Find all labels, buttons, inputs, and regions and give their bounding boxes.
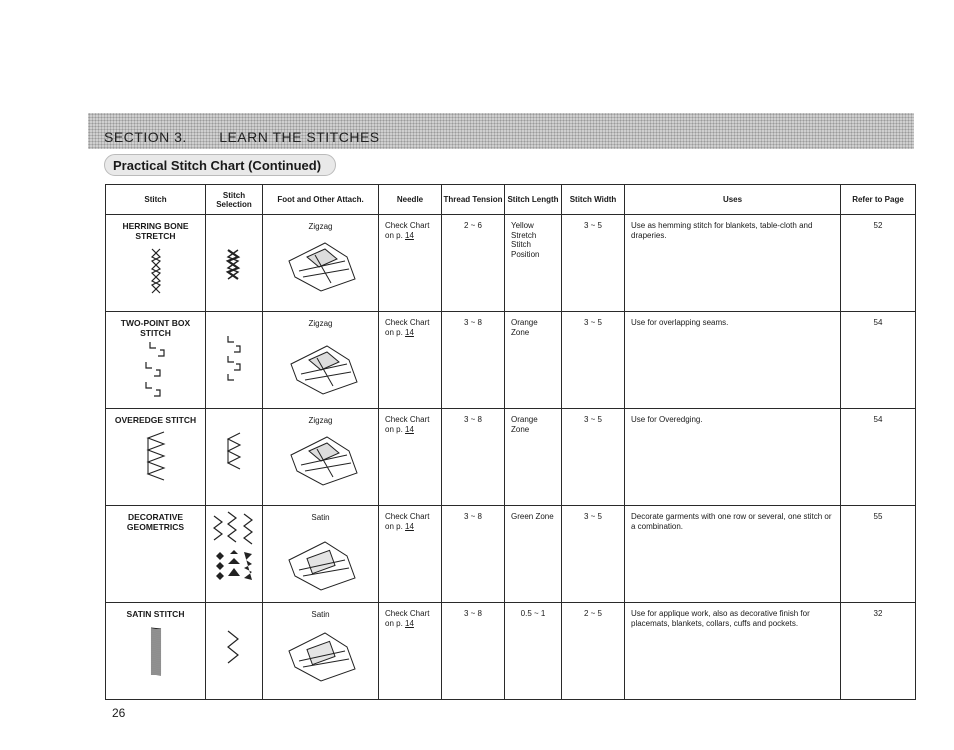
needle-ref: on p. [385, 327, 403, 337]
presser-foot-icon [263, 231, 379, 301]
section-number: SECTION 3. [104, 129, 187, 145]
needle-cell [379, 603, 442, 700]
header-row [106, 185, 916, 215]
uses-cell [625, 603, 841, 700]
uses-cell [625, 312, 841, 409]
stitch-selector-icon [206, 312, 263, 402]
needle-text: Check Chart [385, 318, 430, 327]
tension-value: 3 ~ 8 [463, 318, 482, 327]
selection-cell [206, 312, 263, 409]
selection-cell [206, 215, 263, 312]
stitch-selector-icon [206, 215, 263, 305]
width-cell [562, 312, 625, 409]
ref-page: 55 [873, 512, 883, 521]
section-heading [104, 129, 380, 145]
tension-value: 3 ~ 8 [463, 512, 482, 521]
tension-value: 3 ~ 8 [463, 609, 482, 618]
uses-cell [625, 506, 841, 603]
uses-text: Use for Overedging. [631, 415, 703, 424]
stitch-cell [106, 215, 206, 312]
needle-page-link[interactable]: 14 [405, 521, 414, 531]
stitch-pattern-icon [106, 620, 206, 682]
header-stitch: Stitch [106, 185, 206, 215]
uses-text: Use as hemming stitch for blankets, table-cloth and draperies. [631, 221, 813, 240]
tension-cell [442, 603, 505, 700]
width-value: 2 ~ 5 [583, 609, 602, 618]
length-cell [505, 312, 562, 409]
header-tension: Thread Tension [442, 185, 505, 215]
needle-page-link[interactable]: 14 [405, 230, 414, 240]
needle-text: Check Chart [385, 512, 430, 521]
uses-text: Use for overlapping seams. [631, 318, 729, 327]
stitch-name: OVEREDGE STITCH [114, 415, 197, 425]
ref-page: 54 [873, 318, 883, 327]
needle-cell [379, 506, 442, 603]
table-row [106, 215, 916, 312]
foot-cell [263, 506, 379, 603]
needle-text: Check Chart [385, 415, 430, 424]
ref-page: 32 [873, 609, 883, 618]
length-cell [505, 506, 562, 603]
needle-cell [379, 215, 442, 312]
header-needle: Needle [379, 185, 442, 215]
uses-cell [625, 215, 841, 312]
foot-label: Zigzag [308, 319, 333, 328]
table-row [106, 409, 916, 506]
ref-cell [841, 312, 916, 409]
presser-foot-icon [263, 619, 379, 689]
foot-cell [263, 215, 379, 312]
stitch-name: TWO-POINT BOX STITCH [120, 318, 191, 338]
header-uses: Uses [625, 185, 841, 215]
page-number: 26 [112, 706, 126, 720]
selection-cell [206, 603, 263, 700]
needle-cell [379, 409, 442, 506]
length-value: Yellow Stretch Stitch Position [511, 221, 540, 259]
header-width: Stitch Width [562, 185, 625, 215]
stitch-cell [106, 603, 206, 700]
ref-cell [841, 215, 916, 312]
tension-cell [442, 312, 505, 409]
table-row [106, 312, 916, 409]
needle-text: Check Chart [385, 221, 430, 230]
presser-foot-icon [263, 328, 379, 398]
length-cell [505, 603, 562, 700]
needle-ref: on p. [385, 424, 403, 434]
tension-cell [442, 215, 505, 312]
needle-ref: on p. [385, 230, 403, 240]
presser-foot-icon [263, 425, 379, 495]
table-row [106, 506, 916, 603]
uses-text: Use for applique work, also as decorative finish for placemats, blankets, collars, cuffs and pockets. [631, 609, 810, 628]
foot-label: Satin [311, 610, 330, 619]
stitch-selector-icon [206, 603, 263, 693]
ref-page: 54 [873, 415, 883, 424]
length-value: Orange Zone [511, 415, 538, 434]
stitch-cell [106, 312, 206, 409]
needle-ref: on p. [385, 521, 403, 531]
uses-cell [625, 409, 841, 506]
needle-page-link[interactable]: 14 [405, 618, 414, 628]
stitch-name: HERRING BONE STRETCH [122, 221, 189, 241]
needle-page-link[interactable]: 14 [405, 424, 414, 434]
foot-cell [263, 312, 379, 409]
foot-label: Satin [311, 513, 330, 522]
length-cell [505, 215, 562, 312]
stitch-chart-table [105, 184, 915, 697]
width-cell [562, 506, 625, 603]
ref-page: 52 [873, 221, 883, 230]
stitch-pattern-icon [106, 338, 206, 400]
width-value: 3 ~ 5 [583, 221, 602, 230]
header-ref: Refer to Page [841, 185, 916, 215]
stitch-cell [106, 506, 206, 603]
header-foot: Foot and Other Attach. [263, 185, 379, 215]
tension-cell [442, 409, 505, 506]
table-row [106, 603, 916, 700]
uses-text: Decorate garments with one row or several, one stitch or a combination. [631, 512, 832, 531]
ref-cell [841, 603, 916, 700]
needle-text: Check Chart [385, 609, 430, 618]
width-cell [562, 603, 625, 700]
foot-cell [263, 409, 379, 506]
stitch-name: DECORATIVE GEOMETRICS [126, 512, 185, 532]
ref-cell [841, 506, 916, 603]
foot-label: Zigzag [308, 416, 333, 425]
tension-value: 2 ~ 6 [463, 221, 482, 230]
stitch-cell [106, 409, 206, 506]
stitch-pattern-icon [106, 241, 206, 301]
tension-value: 3 ~ 8 [463, 415, 482, 424]
stitch-selector-icon [206, 506, 263, 596]
ref-cell [841, 409, 916, 506]
foot-cell [263, 603, 379, 700]
width-value: 3 ~ 5 [583, 318, 602, 327]
length-cell [505, 409, 562, 506]
needle-ref: on p. [385, 618, 403, 628]
chart-subtitle: Practical Stitch Chart (Continued) [104, 154, 336, 176]
stitch-name: SATIN STITCH [126, 609, 185, 619]
length-value: Orange Zone [511, 318, 538, 337]
section-banner [88, 113, 914, 149]
needle-page-link[interactable]: 14 [405, 327, 414, 337]
header-selection: Stitch Selection [206, 185, 263, 215]
stitch-pattern-icon [106, 426, 206, 488]
presser-foot-icon [263, 522, 379, 592]
stitch-selector-icon [206, 409, 263, 499]
width-cell [562, 409, 625, 506]
length-value: 0.5 ~ 1 [520, 609, 546, 618]
header-length: Stitch Length [505, 185, 562, 215]
selection-cell [206, 506, 263, 603]
width-value: 3 ~ 5 [583, 512, 602, 521]
section-title: LEARN THE STITCHES [219, 129, 380, 145]
foot-label: Zigzag [308, 222, 333, 231]
selection-cell [206, 409, 263, 506]
width-value: 3 ~ 5 [583, 415, 602, 424]
needle-cell [379, 312, 442, 409]
tension-cell [442, 506, 505, 603]
width-cell [562, 215, 625, 312]
length-value: Green Zone [511, 512, 554, 521]
